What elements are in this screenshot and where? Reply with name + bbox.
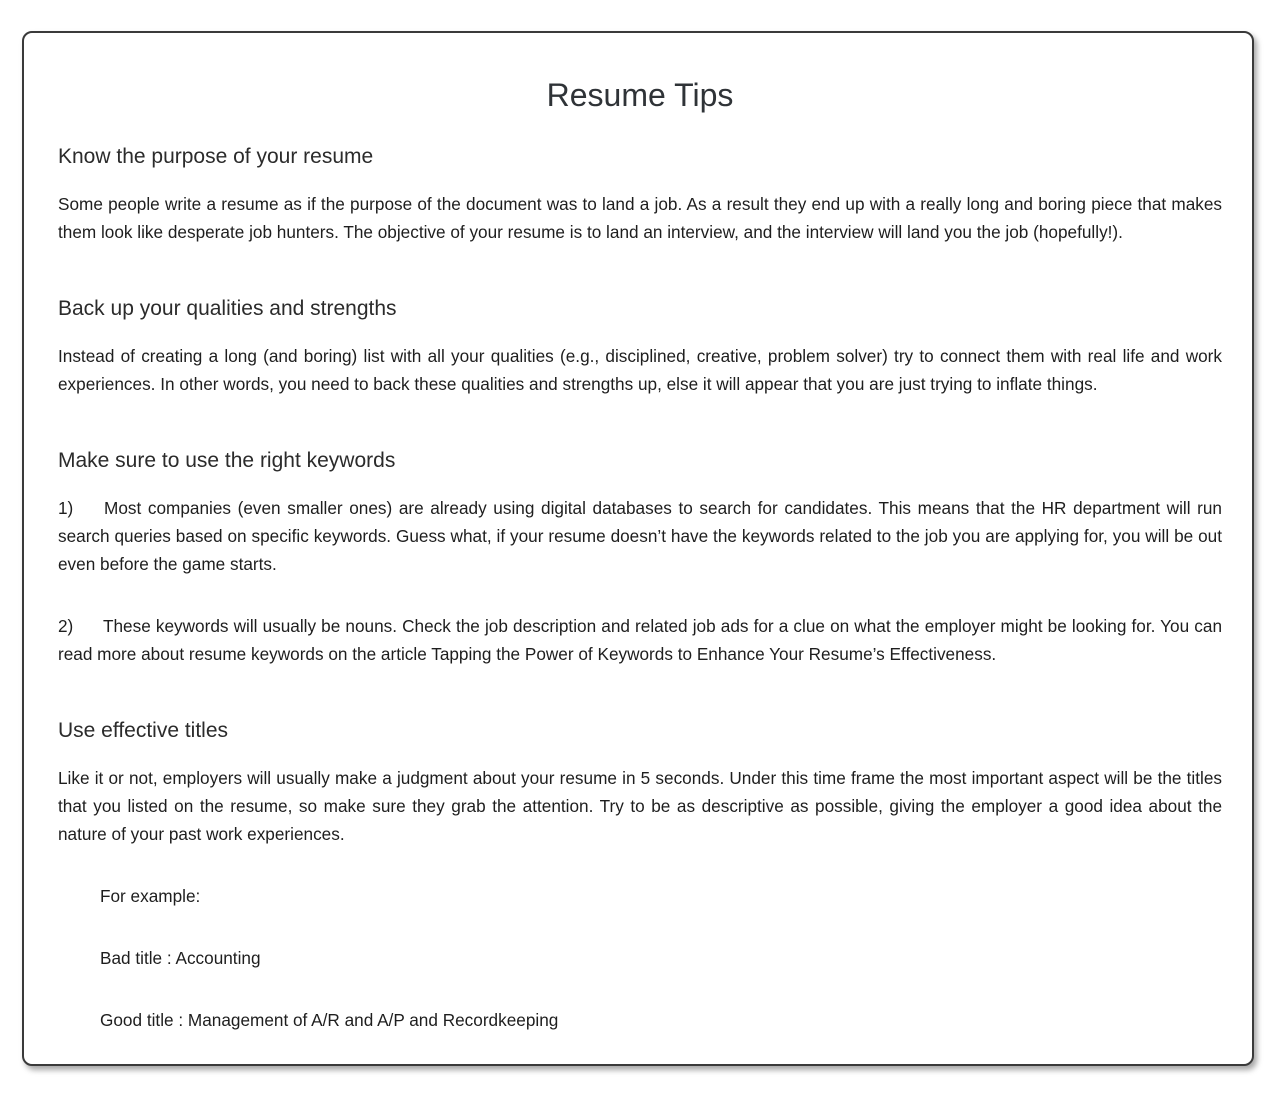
document-title: Resume Tips xyxy=(546,77,734,113)
example-intro: For example: xyxy=(100,886,201,906)
section-heading-purpose: Know the purpose of your resume xyxy=(58,145,374,168)
section-paragraph-titles: Like it or not, employers will usually make a judgment about your resume in 5 seconds. Under this time frame the most important aspect will be the titles that you listed on the resume, so make sure they grab the attention. Try to be as descriptive as possible, giving the employer a good idea about the nature of your past work experiences. xyxy=(58,768,1222,844)
list-item-number: 1) xyxy=(58,498,74,518)
example-bad-title: Bad title : Accounting xyxy=(100,948,261,968)
list-item-text: Most companies (even smaller ones) are already using digital databases to search for candidates. This means that the HR department will run search queries based on specific keywords. Guess what, if your resume doesn’t have the keywords related to the job you are applying for, you will be out even before the game starts. xyxy=(58,498,1222,574)
keyword-item-1 xyxy=(58,494,1222,578)
example-good-title: Good title : Management of A/R and A/P and Recordkeeping xyxy=(100,1010,559,1030)
keyword-item-2 xyxy=(58,612,1222,668)
section-paragraph-qualities: Instead of creating a long (and boring) list with all your qualities (e.g., disciplined, creative, problem solver) try to connect them with real life and work experiences. In other words, you need to back these qualities and strengths up, else it will appear that you are just trying to inflate things. xyxy=(58,346,1222,394)
list-item-number: 2) xyxy=(58,616,74,636)
list-item-text: These keywords will usually be nouns. Check the job description and related job ads for a clue on what the employer might be looking for. You can read more about resume keywords on the article Tapping the Power of Keywords to Enhance Your Resume’s Effectiveness. xyxy=(58,616,1222,664)
section-heading-keywords: Make sure to use the right keywords xyxy=(58,449,396,472)
section-heading-qualities: Back up your qualities and strengths xyxy=(58,297,397,320)
section-heading-titles: Use effective titles xyxy=(58,719,229,742)
section-paragraph-purpose: Some people write a resume as if the purpose of the document was to land a job. As a result they end up with a really long and boring piece that makes them look like desperate job hunters. The objective of your resume is to land an interview, and the interview will land you the job (hopefully!). xyxy=(58,194,1222,242)
